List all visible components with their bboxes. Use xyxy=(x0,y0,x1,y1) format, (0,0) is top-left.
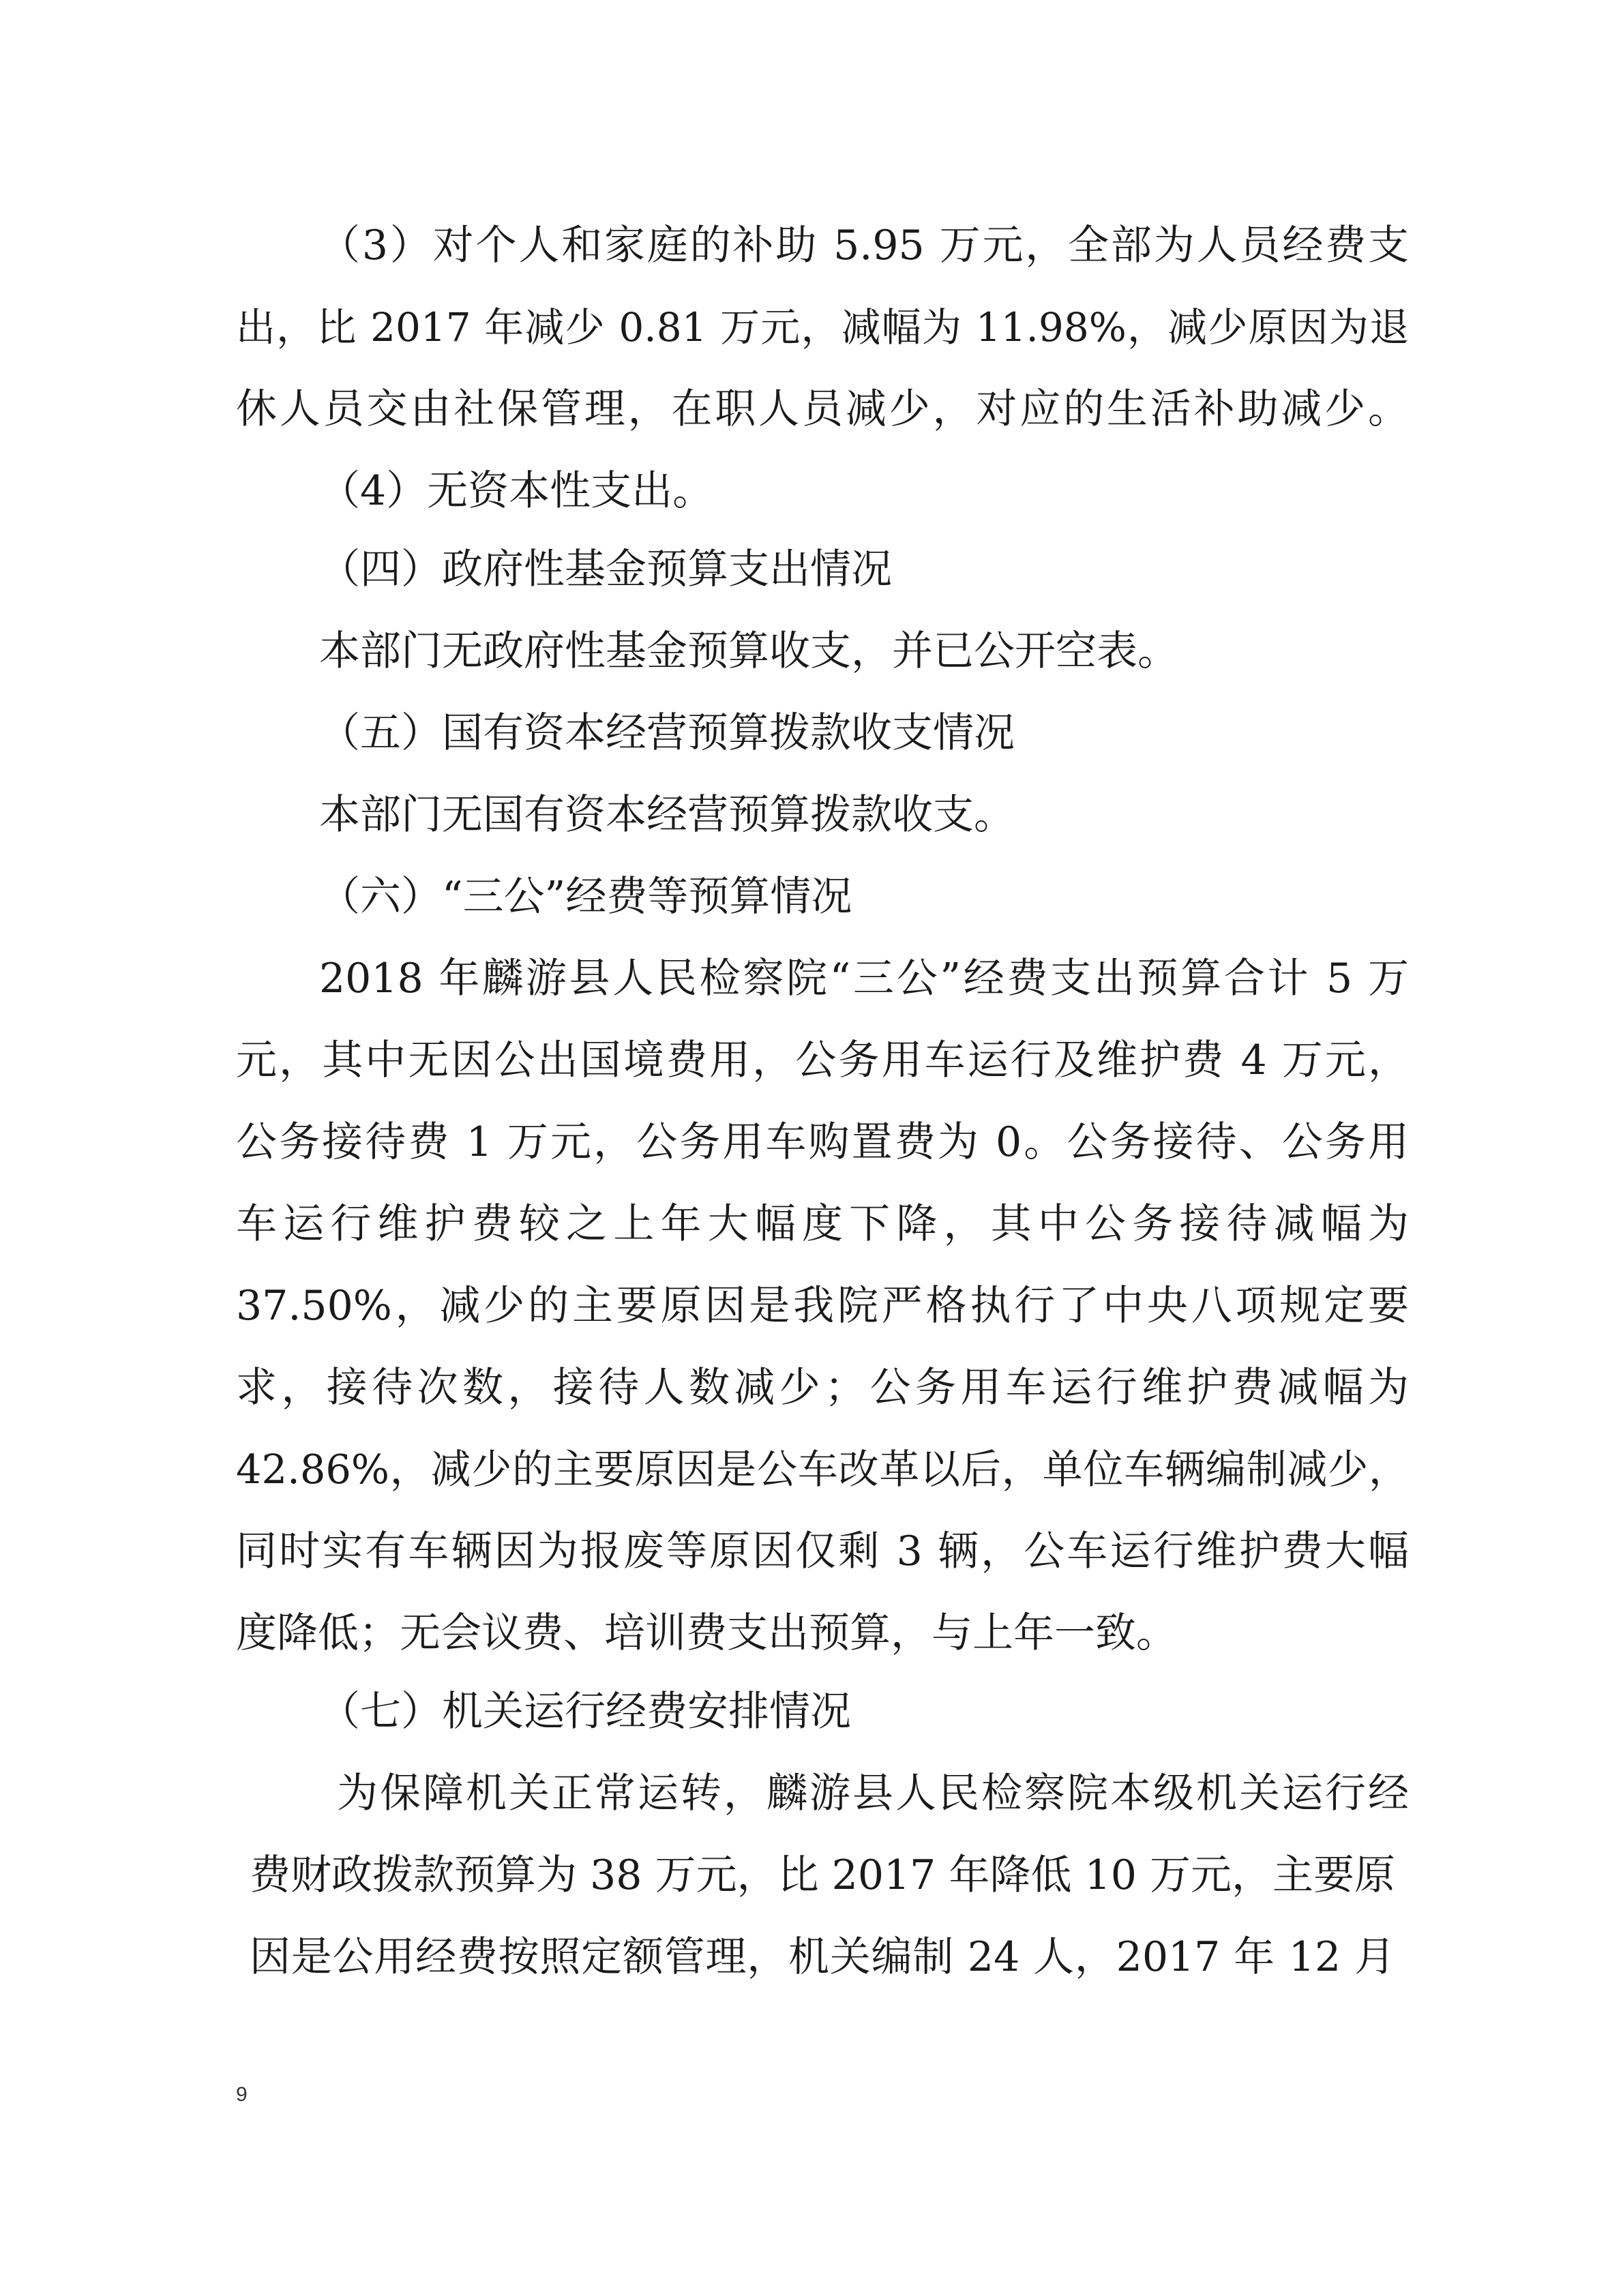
paragraph-line: 同时实有车辆因为报废等原因仅剩 3 辆，公车运行维护费大幅 xyxy=(236,1527,1409,1575)
paragraph-line: 公务接待费 1 万元，公务用车购置费为 0。公务接待、公务用 xyxy=(236,1118,1409,1166)
paragraph-line: 2018 年麟游县人民检察院“三公”经费支出预算合计 5 万 xyxy=(319,955,1409,1002)
paragraph-line: 元，其中无因公出国境费用，公务用车运行及维护费 4 万元， xyxy=(236,1037,1409,1084)
paragraph-line: 度降低；无会议费、培训费支出预算，与上年一致。 xyxy=(236,1609,1177,1657)
section-heading: （五）国有资本经营预算拨款收支情况 xyxy=(319,709,1015,757)
paragraph-line: 本部门无国有资本经营预算拨款收支。 xyxy=(319,791,1015,839)
paragraph-line: 费财政拨款预算为 38 万元，比 2017 年降低 10 万元，主要原 xyxy=(250,1851,1395,1899)
section-heading: （七）机关运行经费安排情况 xyxy=(319,1688,851,1735)
paragraph-line: （4）无资本性支出。 xyxy=(319,467,714,515)
paragraph-line: 为保障机关正常运转，麟游县人民检察院本级机关运行经 xyxy=(337,1770,1409,1817)
paragraph-line: 本部门无政府性基金预算收支，并已公开空表。 xyxy=(319,627,1178,675)
paragraph-line: 出，比 2017 年减少 0.81 万元，减幅为 11.98%，减少原因为退 xyxy=(236,304,1409,351)
paragraph-line: 车运行维护费较之上年大幅度下降，其中公务接待减幅为 xyxy=(236,1200,1409,1248)
page-number: 9 xyxy=(236,2083,248,2106)
section-heading: （六）“三公”经费等预算情况 xyxy=(319,873,852,921)
paragraph-line: 休人员交由社保管理，在职人员减少，对应的生活补助减少。 xyxy=(236,385,1409,433)
paragraph-line: 求，接待次数，接待人数减少；公务用车运行维护费减幅为 xyxy=(236,1364,1409,1412)
section-heading: （四）政府性基金预算支出情况 xyxy=(319,546,892,593)
paragraph-line: 37.50%，减少的主要原因是我院严格执行了中央八项规定要 xyxy=(236,1282,1409,1330)
paragraph-line: 因是公用经费按照定额管理，机关编制 24 人，2017 年 12 月 xyxy=(250,1933,1395,1981)
paragraph-line: （3）对个人和家庭的补助 5.95 万元，全部为人员经费支 xyxy=(319,222,1409,269)
paragraph-line: 42.86%，减少的主要原因是公车改革以后，单位车辆编制减少， xyxy=(236,1446,1409,1493)
